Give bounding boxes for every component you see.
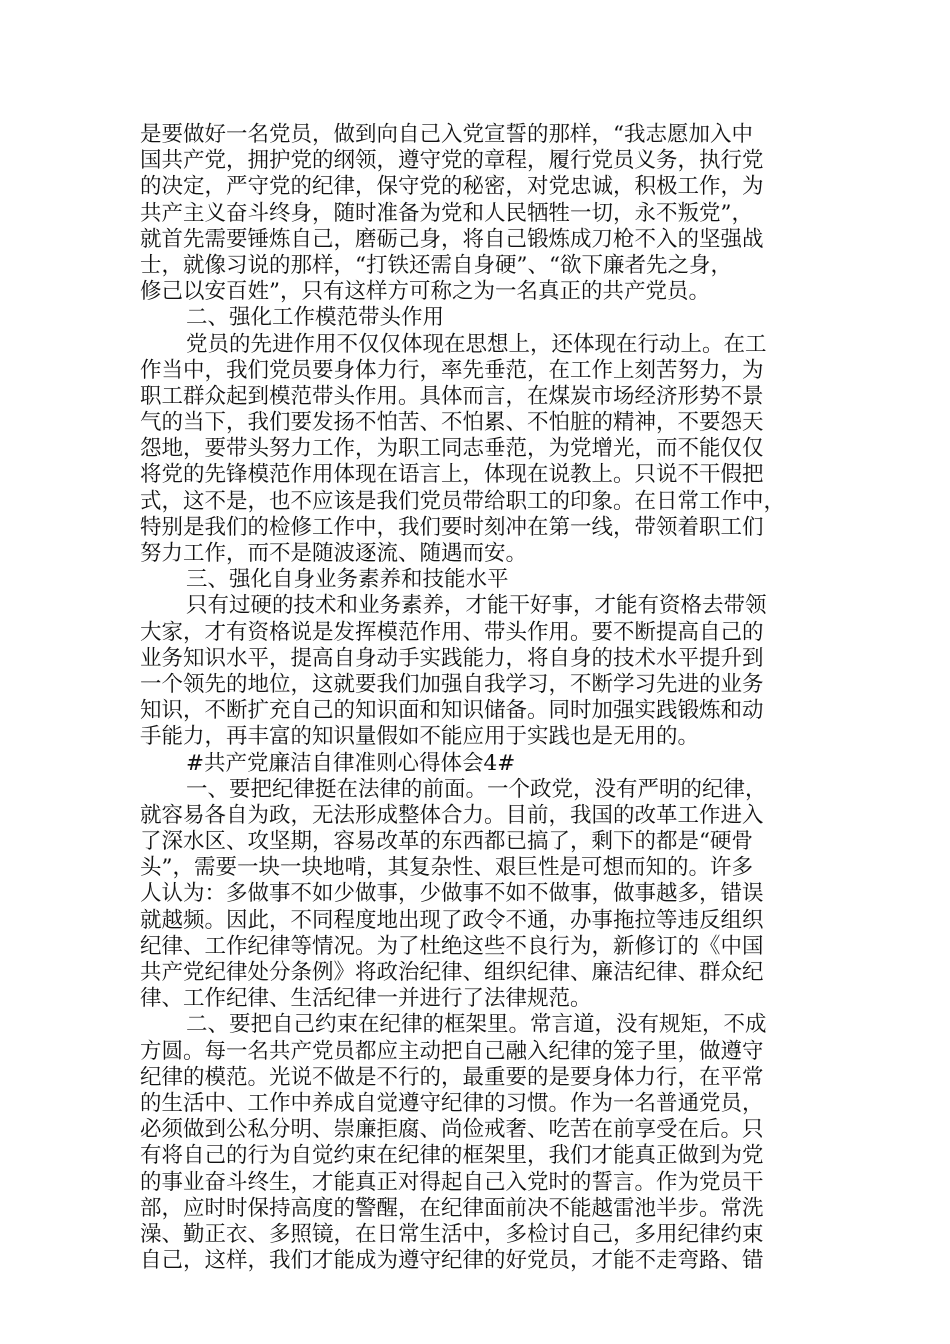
text-line: 的事业奋斗终生，才能真正对得起自己入党时的誓言。作为党员干 xyxy=(140,1169,764,1195)
text-line: 式，这不是，也不应该是我们党员带给职工的印象。在日常工作中， xyxy=(140,488,786,514)
text-line: 是要做好一名党员，做到向自己入党宣誓的那样，“我志愿加入中 xyxy=(140,122,753,147)
text-line: 部，应时时保持高度的警醒，在纪律面前决不能越雷池半步。常洗 xyxy=(140,1195,764,1221)
text-line: 头”，需要一块一块地啃，其复杂性、艰巨性是可想而知的。许多 xyxy=(140,855,753,881)
text-line: 手能力，再丰富的知识量假如不能应用于实践也是无用的。 xyxy=(140,724,700,750)
text-line: 大家，才有资格说是发挥模范作用、带头作用。要不断提高自己的 xyxy=(140,619,764,645)
text-line: 共产主义奋斗终身，随时准备为党和人民牺牲一切，永不叛党”， xyxy=(140,200,753,226)
text-line: 只有过硬的技术和业务素养，才能干好事，才能有资格去带领 xyxy=(186,593,767,619)
text-line: 修己以安百姓”，只有这样方可称之为一名真正的共产党员。 xyxy=(140,279,710,305)
document-body xyxy=(140,122,820,1274)
text-line: 士，就像习说的那样，“打铁还需自身硬”、“欲下廉者先之身， xyxy=(140,252,732,278)
text-line: 的生活中、工作中养成自觉遵守纪律的习惯。作为一名普通党员， xyxy=(140,1090,764,1116)
text-line: 将党的先锋模范作用体现在语言上，体现在说教上。只说不干假把 xyxy=(140,462,764,488)
text-line: 努力工作，而不是随波逐流、随遇而安。 xyxy=(140,541,528,566)
text-line: 二、要把自己约束在纪律的框架里。常言道，没有规矩，不成 xyxy=(186,1012,767,1038)
text-line: 就首先需要锤炼自己，磨砺己身，将自己锻炼成刀枪不入的坚强战 xyxy=(140,226,764,252)
text-line: 就容易各自为政，无法形成整体合力。目前，我国的改革工作进入 xyxy=(140,802,764,828)
text-line: 一、要把纪律挺在法律的前面。一个政党，没有严明的纪律， xyxy=(186,776,767,802)
text-line: 国共产党，拥护党的纲领，遵守党的章程，履行党员义务，执行党 xyxy=(140,148,764,174)
text-line: 自己，这样，我们才能成为遵守纪律的好党员，才能不走弯路、错 xyxy=(140,1248,764,1274)
text-line: #共产党廉洁自律准则心得体会4# xyxy=(186,750,516,776)
text-line: 三、强化自身业务素养和技能水平 xyxy=(186,567,509,593)
text-line: 就越频。因此，不同程度地出现了政令不通，办事拖拉等违反组织 xyxy=(140,907,764,933)
text-line: 纪律、工作纪律等情况。为了杜绝这些不良行为，新修订的《中国 xyxy=(140,933,764,959)
text-line: 必须做到公私分明、崇廉拒腐、尚俭戒奢、吃苦在前享受在后。只 xyxy=(140,1117,764,1143)
text-line: 特别是我们的检修工作中，我们要时刻冲在第一线，带领着职工们 xyxy=(140,514,764,540)
text-line: 澡、勤正衣、多照镜，在日常生活中，多检讨自己，多用纪律约束 xyxy=(140,1221,764,1247)
text-line: 业务知识水平，提高自身动手实践能力，将自身的技术水平提升到 xyxy=(140,645,764,671)
text-line: 人认为：多做事不如少做事，少做事不如不做事，做事越多，错误 xyxy=(140,881,764,907)
text-line: 知识，不断扩充自己的知识面和知识储备。同时加强实践锻炼和动 xyxy=(140,698,764,724)
text-line: 二、强化工作模范带头作用 xyxy=(186,305,445,331)
text-line: 作当中，我们党员要身体力行，率先垂范，在工作上刻苦努力，为 xyxy=(140,357,764,383)
text-line: 一个领先的地位，这就要我们加强自我学习，不断学习先进的业务 xyxy=(140,671,764,697)
text-line: 纪律的模范。光说不做是不行的，最重要的是要身体力行，在平常 xyxy=(140,1064,764,1090)
text-line: 职工群众起到模范带头作用。具体而言，在煤炭市场经济形势不景 xyxy=(140,383,764,409)
text-line: 气的当下，我们要发扬不怕苦、不怕累、不怕脏的精神，不要怨天 xyxy=(140,410,764,436)
text-line: 了深水区、攻坚期，容易改革的东西都已搞了，剩下的都是“硬骨 xyxy=(140,829,753,855)
text-line: 律、工作纪律、生活纪律一并进行了法律规范。 xyxy=(140,986,592,1012)
text-line: 有将自己的行为自觉约束在纪律的框架里，我们才能真正做到为党 xyxy=(140,1143,764,1169)
text-line: 怨地，要带头努力工作，为职工同志垂范，为党增光，而不能仅仅 xyxy=(140,436,764,462)
text-line: 党员的先进作用不仅仅体现在思想上，还体现在行动上。在工 xyxy=(186,331,767,357)
text-line: 的决定，严守党的纪律，保守党的秘密，对党忠诚，积极工作，为 xyxy=(140,174,764,200)
text-line: 方圆。每一名共产党员都应主动把自己融入纪律的笼子里，做遵守 xyxy=(140,1038,764,1064)
text-line: 共产党纪律处分条例》将政治纪律、组织纪律、廉洁纪律、群众纪 xyxy=(140,960,764,985)
